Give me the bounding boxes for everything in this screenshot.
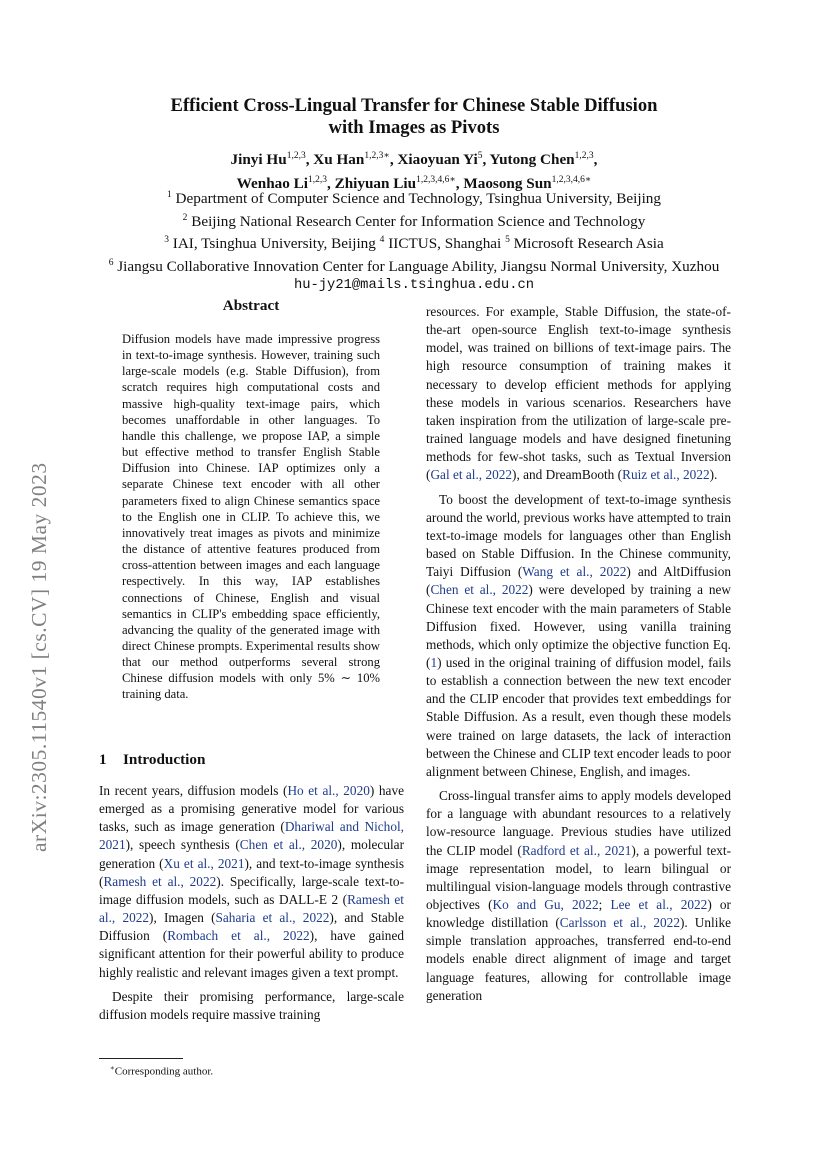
author-affiliation-marks: 1,2,3	[286, 151, 306, 161]
affiliation-text: Jiangsu Collaborative Innovation Center for Language Ability, Jiangsu Normal University, Xuzhou	[117, 257, 720, 275]
affiliation-mark: 5	[505, 235, 510, 246]
body-text: ), a powerful text-image representation model, to learn bilingual or multilingual vision-language models through contrastive objectives (	[426, 842, 732, 912]
body-text: ) were developed by training a new Chinese text encoder with the main parameters of Stable Diffusion fixed. However, using vanilla training methods, which only optimize the objective function Eq. (	[426, 582, 731, 670]
citation-link[interactable]: Lee et al., 2022	[610, 897, 708, 912]
body-text: ) used in the original training of diffusion model, fails to establish a connection between the new text encoder and the CLIP encoder that provides text embeddings for Stable Diffusion. As a result, even though these models were trained on large datasets, the lack of interaction between the Chinese and CLIP text encoder leads to poor alignment between Chinese, English, and images.	[426, 654, 731, 779]
body-text: ), and text-to-image synthesis (	[99, 855, 404, 889]
affiliation-text: IAI, Tsinghua University, Beijing	[172, 235, 376, 253]
author-name: Wenhao Li	[236, 175, 308, 193]
body-text: ), speech synthesis (	[125, 837, 240, 853]
citation-link[interactable]: Ho et al., 2020	[287, 783, 370, 798]
body-text: ), Imagen (	[149, 910, 216, 926]
author-name: Zhiyuan Liu	[334, 175, 417, 193]
body-text: ), and DreamBooth (	[512, 467, 623, 483]
paper-title	[100, 95, 728, 139]
affiliation-text: Beijing National Research Center for Information Science and Technology	[191, 212, 646, 230]
arxiv-identifier-stamp	[25, 352, 53, 852]
author-affiliation-marks: 5	[477, 151, 483, 161]
affiliation-mark: 1	[166, 190, 172, 200]
body-text: To boost the development of text-to-image synthesis around the world, previous works have attempted to train text-to-image models for languages other than English based on Stable Diffusion. In the Chinese community, Taiyi Diffusion (	[426, 491, 731, 580]
author-name: Xu Han	[313, 151, 365, 169]
affiliation-mark: 2	[182, 212, 188, 223]
affiliation-list	[60, 186, 768, 296]
citation-link[interactable]: Chen et al., 2020	[239, 837, 338, 853]
contact-email[interactable]: hu-jy21@mails.tsinghua.edu.cn	[293, 278, 535, 294]
citation-link[interactable]: Ko and Gu, 2022	[492, 897, 599, 912]
equation-reference[interactable]: 1	[430, 654, 438, 670]
author-affiliation-marks: 1,2,3,4,6∗	[551, 175, 592, 186]
citation-link[interactable]: Radford et al., 2021	[521, 842, 632, 858]
author-name: Jinyi Hu	[230, 151, 287, 169]
affiliation-text: Department of Computer Science and Technology, Tsinghua University, Beijing	[175, 190, 661, 208]
author-line-1: Jinyi Hu$^{1,2,3}$, Xu Han$^{1,2,3∗}$, Xiaoyuan Yi$^5$, Yutong Chen$^{1,2,3}$,	[230, 151, 598, 169]
author-line-2: Wenhao Li$^{1,2,3}$, Zhiyuan Liu$^{1,2,3,4,6∗}$, Maosong Sun$^{1,2,3,4,6∗}$	[236, 175, 592, 193]
body-text: ), molecular generation (	[99, 837, 404, 871]
author-name: Yutong Chen	[489, 151, 575, 169]
footnote-rule	[99, 1058, 183, 1059]
introduction-right-column	[426, 297, 731, 1005]
abstract-heading: Abstract	[222, 297, 280, 314]
citation-link[interactable]: Ramesh et al., 2022	[99, 891, 405, 926]
body-text: In recent years, diffusion models (	[99, 783, 288, 798]
footnote-mark: ∗	[110, 1064, 115, 1072]
intro-paragraph-2-start	[99, 988, 404, 1024]
author-affiliation-marks: 1,2,3	[574, 151, 594, 161]
author-name: Maosong Sun	[463, 175, 552, 193]
citation-link[interactable]: Carlsson et al., 2022	[559, 915, 680, 931]
affiliation-line	[60, 231, 768, 254]
section-number: 1	[99, 751, 107, 768]
author-affiliation-marks: 1,2,3∗	[364, 151, 390, 161]
affiliation-mark: 4	[379, 235, 385, 246]
citation-link[interactable]: Ruiz et al., 2022	[622, 467, 710, 483]
affiliation-text: Microsoft Research Asia	[513, 235, 664, 253]
paper-title-line-1: Efficient Cross-Lingual Transfer for Chinese Stable Diffusion	[170, 95, 658, 116]
affiliation-mark: 3	[164, 235, 169, 246]
affiliation-line	[60, 186, 768, 209]
intro-paragraph-2-end	[426, 303, 731, 485]
affiliation-mark: 6	[108, 257, 114, 268]
body-text: ) have emerged as a promising generative model for various tasks, such as image generation (	[99, 783, 404, 835]
citation-link[interactable]: Wang et al., 2022	[522, 564, 627, 580]
affiliation-text: IICTUS, Shanghai	[388, 235, 502, 253]
arxiv-identifier-text: arXiv:2305.11540v1 [cs.CV] 19 May 2023	[27, 462, 51, 852]
body-text: ), have gained significant attention for their powerful ability to produce highly realistic and relevant images given a text prompt.	[99, 928, 404, 980]
intro-paragraph-3	[426, 491, 731, 782]
body-text: ).	[709, 467, 718, 483]
citation-link[interactable]: Chen et al., 2022	[430, 582, 529, 598]
citation-link[interactable]: Xu et al., 2021	[163, 855, 245, 871]
intro-paragraph-4	[426, 787, 731, 1005]
footnote-text: Corresponding author.	[114, 1065, 214, 1078]
intro-paragraph-1	[99, 782, 404, 982]
body-text: ) or knowledge distillation (	[426, 897, 731, 931]
body-text: ). Specifically, large-scale text-to-image diffusion models, such as DALL-E 2 (	[99, 873, 404, 907]
body-text: ) and AltDiffusion (	[426, 564, 731, 598]
body-text: Cross-lingual transfer aims to apply models developed for a language with abundant resources to a relatively low-resource language. Previous studies have utilized the CLIP model (	[426, 788, 731, 858]
body-text: ), and Stable Diffusion (	[99, 910, 404, 944]
author-name: Xiaoyuan Yi	[397, 151, 478, 169]
affiliation-line	[60, 254, 768, 277]
author-affiliation-marks: 1,2,3	[308, 175, 327, 186]
citation-link[interactable]: Ramesh et al., 2022	[103, 873, 217, 889]
citation-link[interactable]: Gal et al., 2022	[430, 467, 513, 483]
affiliation-line	[60, 209, 768, 232]
body-text: Despite their promising performance, large-scale diffusion models require massive training	[99, 988, 404, 1022]
section-heading-introduction	[99, 751, 403, 769]
introduction-left-column	[99, 782, 404, 1024]
section-title: Introduction	[123, 751, 206, 768]
paper-title-line-2: with Images as Pivots	[328, 117, 500, 138]
citation-link[interactable]: Saharia et al., 2022	[215, 910, 330, 926]
body-text: ). Unlike simple translation approaches, transferred end-to-end models enable direct alignment of image and target language features, allowing for controllable image generation	[426, 915, 731, 1003]
citation-link[interactable]: Dhariwal and Nichol, 2021	[99, 819, 404, 853]
author-affiliation-marks: 1,2,3,4,6∗	[416, 175, 456, 186]
citation-link[interactable]: Rombach et al., 2022	[167, 928, 310, 944]
body-text: ;	[598, 897, 611, 912]
footnote	[110, 1062, 400, 1079]
body-text: resources. For example, Stable Diffusion, the state-of-the-art open-source English text-to-image synthesis model, was trained on billions of text-image pairs. The high resource consumption of training makes it necessary to develop efficient methods for applying these models in various scenarios. Researchers have taken inspiration from the utilization of large-scale pre-trained language models and have designed finetuning methods for few-shot tasks, such as Textual Inversion (	[426, 304, 731, 483]
abstract-text: Diffusion models have made impressive progress in text-to-image synthesis. However, training such large-scale models (e.g. Stable Diffusion), from scratch requires high computational costs and massive high-quality text-image pairs, which becomes unaffordable in other languages. To handle this challenge, we propose IAP, a simple but effective method to transfer English Stable Diffusion into Chinese. IAP optimizes only a separate Chinese text encoder with all other parameters fixed to align Chinese semantics space to the English one in CLIP. To achieve this, we innovatively treat images as pivots and minimize the distance of attentive features produced from cross-attention between images and each language respectively. In this way, IAP establishes connections of Chinese, English and visual semantics in CLIP's embedding space efficiently, advancing the quality of the generated image with direct Chinese prompts. Experimental results show that our method outperforms several strong Chinese diffusion models with only 5% ∼ 10% training data.	[122, 332, 380, 702]
